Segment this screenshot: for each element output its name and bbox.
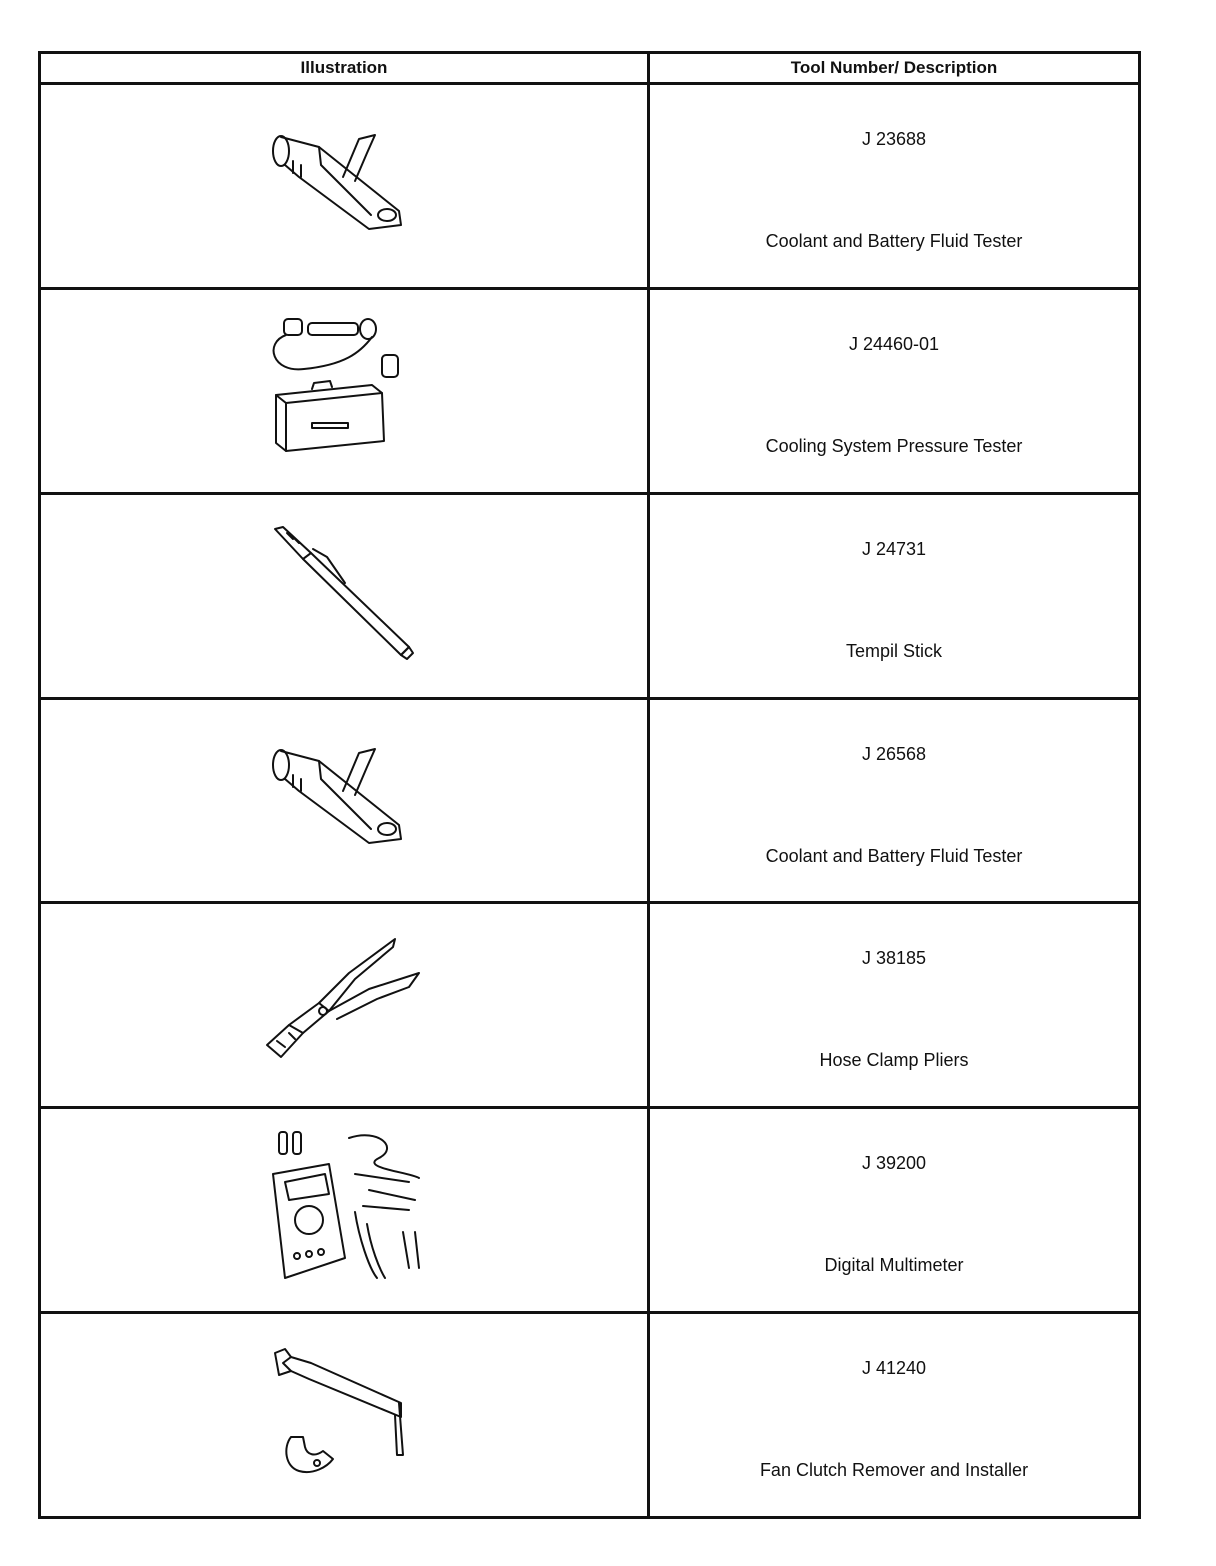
- tool-number: J 26568: [861, 743, 927, 764]
- description-cell: [649, 1108, 1140, 1313]
- tool-number: J 24731: [861, 538, 927, 559]
- illustration-cell: [40, 493, 649, 698]
- table-row: [40, 1108, 1140, 1313]
- description-cell: [649, 288, 1140, 493]
- illustration-cell: [40, 698, 649, 903]
- description-cell: [649, 903, 1140, 1108]
- illustration-cell: [40, 1313, 649, 1518]
- table-row: [40, 1313, 1140, 1518]
- tool-description: Coolant and Battery Fluid Tester: [765, 231, 1023, 252]
- tool-number: J 24460-01: [848, 333, 940, 354]
- tool-description: Cooling System Pressure Tester: [765, 435, 1023, 456]
- illustration-cell: [40, 903, 649, 1108]
- special-tools-table: [38, 51, 1141, 1519]
- illustration-cell: [40, 288, 649, 493]
- description-cell: [649, 1313, 1140, 1518]
- illustration-header: Illustration: [40, 53, 649, 84]
- description-cell: [649, 493, 1140, 698]
- tool-number: J 38185: [861, 948, 927, 969]
- tool-number: J 41240: [861, 1358, 927, 1379]
- tool-header: Tool Number/ Description: [649, 53, 1140, 84]
- table-row: [40, 84, 1140, 289]
- illustration-cell: [40, 84, 649, 289]
- refractometer-icon: [259, 129, 429, 239]
- tempil-stick-icon: [269, 523, 419, 663]
- multimeter-icon: [259, 1128, 429, 1288]
- table-row: [40, 288, 1140, 493]
- tool-description: Coolant and Battery Fluid Tester: [765, 845, 1023, 866]
- description-cell: [649, 84, 1140, 289]
- fan-clutch-tool-icon: [269, 1343, 419, 1483]
- tool-description: Digital Multimeter: [824, 1255, 964, 1276]
- illustration-cell: [40, 1108, 649, 1313]
- pressure-tester-kit-icon: [264, 313, 424, 463]
- tool-number: J 23688: [861, 129, 927, 150]
- table-row: [40, 698, 1140, 903]
- tool-description: Fan Clutch Remover and Installer: [759, 1460, 1029, 1481]
- header-row: [40, 53, 1140, 84]
- table-row: [40, 903, 1140, 1108]
- hose-clamp-pliers-icon: [259, 933, 429, 1073]
- refractometer-icon: [259, 743, 429, 853]
- tool-description: Tempil Stick: [845, 640, 943, 661]
- tool-description: Hose Clamp Pliers: [819, 1050, 969, 1071]
- table-row: [40, 493, 1140, 698]
- tool-number: J 39200: [861, 1153, 927, 1174]
- description-cell: [649, 698, 1140, 903]
